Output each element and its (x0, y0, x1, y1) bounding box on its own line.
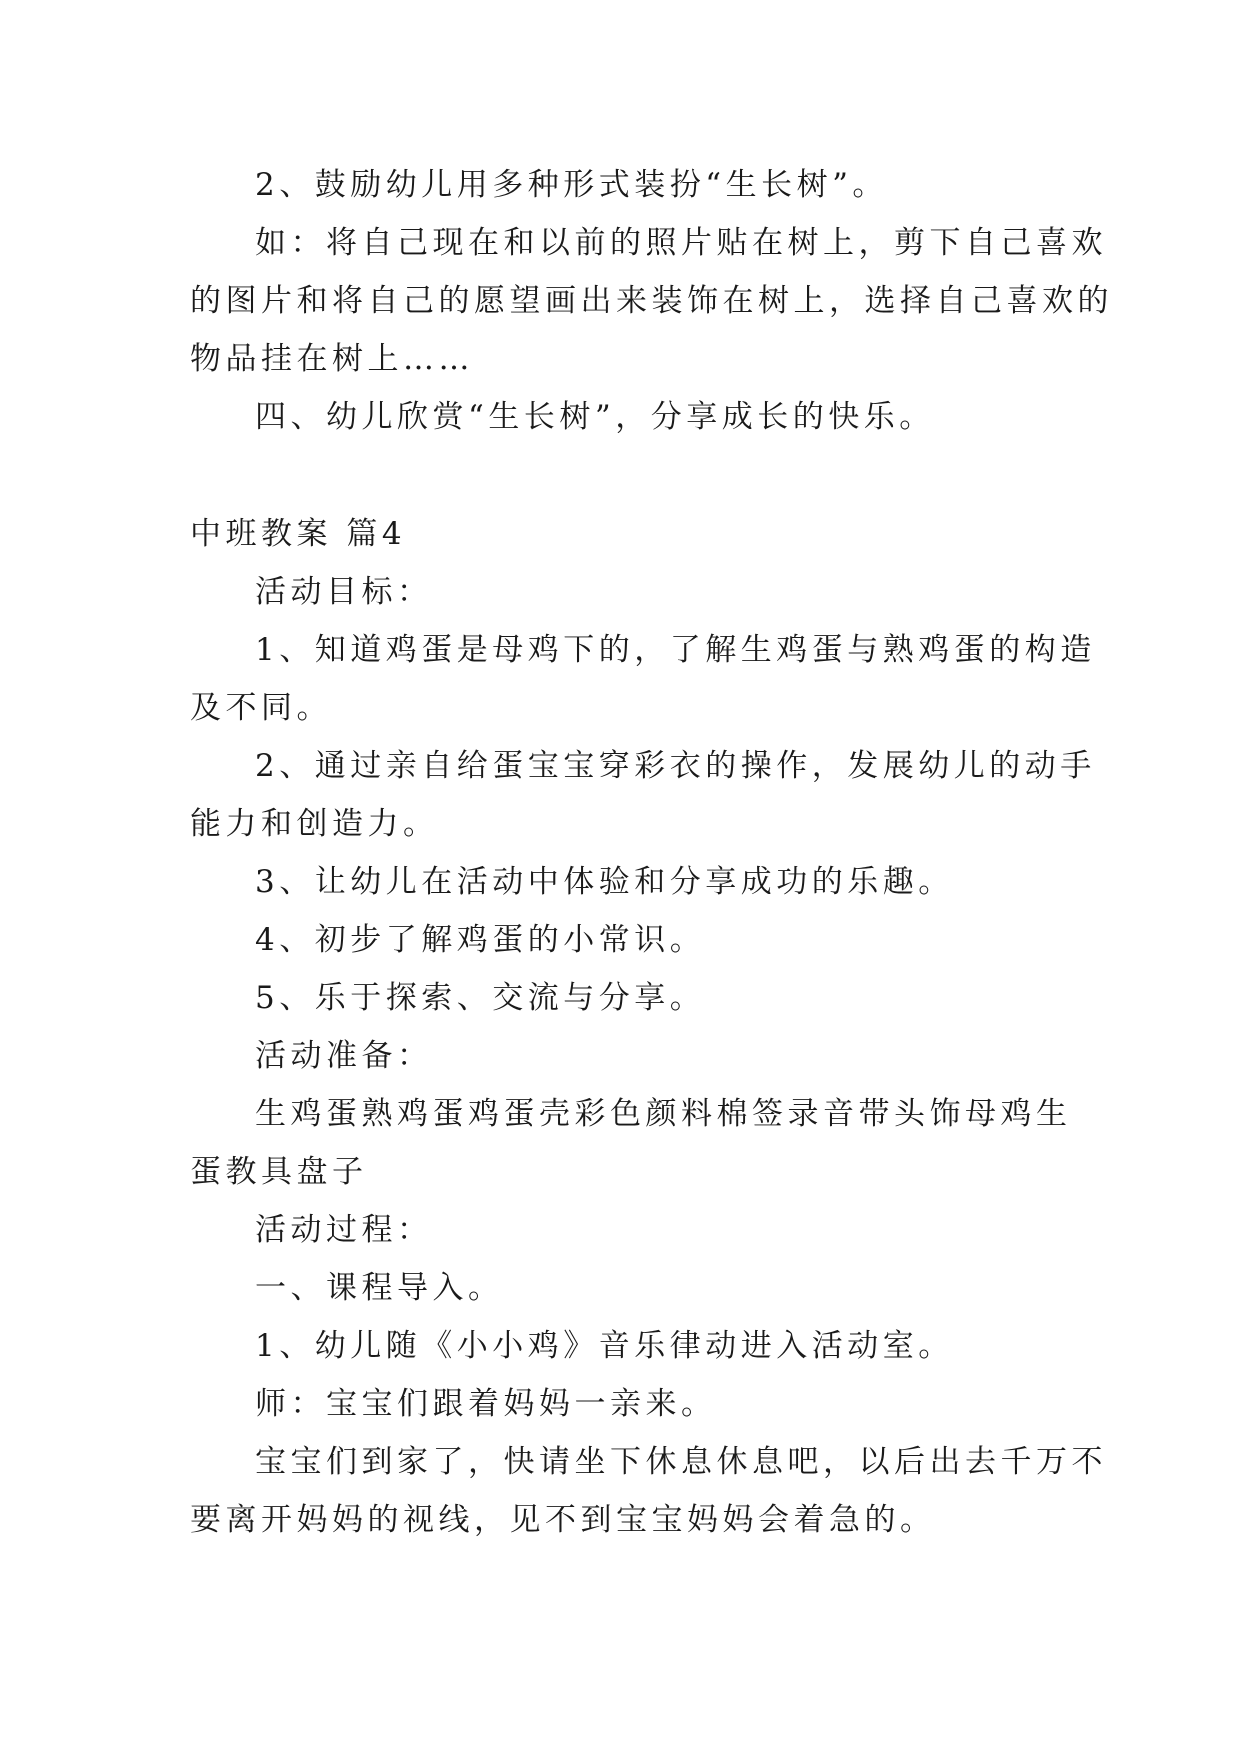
paragraph-line: 师：宝宝们跟着妈妈一亲来。 (255, 1386, 717, 1422)
paragraph-line: 的图片和将自己的愿望画出来装饰在树上，选择自己喜欢的 (190, 283, 1113, 319)
list-item-continuation: 及不同。 (190, 690, 332, 726)
subheading: 活动目标： (255, 574, 433, 610)
list-item: 1、知道鸡蛋是母鸡下的，了解生鸡蛋与熟鸡蛋的构造 (255, 632, 1096, 668)
paragraph-line: 一、课程导入。 (255, 1270, 504, 1306)
paragraph-line: 生鸡蛋熟鸡蛋鸡蛋壳彩色颜料棉签录音带头饰母鸡生 (255, 1096, 1072, 1132)
paragraph-line: 四、幼儿欣赏“生长树”，分享成长的快乐。 (255, 399, 935, 435)
list-item: 5、乐于探索、交流与分享。 (255, 980, 706, 1016)
list-item-continuation: 能力和创造力。 (190, 806, 439, 842)
paragraph-line: 宝宝们到家了，快请坐下休息休息吧，以后出去千万不 (255, 1444, 1107, 1480)
section-heading: 中班教案 篇4 (190, 516, 407, 552)
paragraph-line: 要离开妈妈的视线，见不到宝宝妈妈会着急的。 (190, 1502, 936, 1538)
paragraph-line: 2、鼓励幼儿用多种形式装扮“生长树”。 (255, 167, 888, 203)
list-item: 2、通过亲自给蛋宝宝穿彩衣的操作，发展幼儿的动手 (255, 748, 1096, 784)
subheading: 活动准备： (255, 1038, 433, 1074)
paragraph-line: 如：将自己现在和以前的照片贴在树上，剪下自己喜欢 (255, 225, 1107, 261)
subheading: 活动过程： (255, 1212, 433, 1248)
list-item: 3、让幼儿在活动中体验和分享成功的乐趣。 (255, 864, 954, 900)
paragraph-line: 1、幼儿随《小小鸡》音乐律动进入活动室。 (255, 1328, 954, 1364)
paragraph-line: 蛋教具盘子 (190, 1154, 368, 1190)
list-item: 4、初步了解鸡蛋的小常识。 (255, 922, 706, 958)
paragraph-line: 物品挂在树上…… (190, 341, 474, 377)
